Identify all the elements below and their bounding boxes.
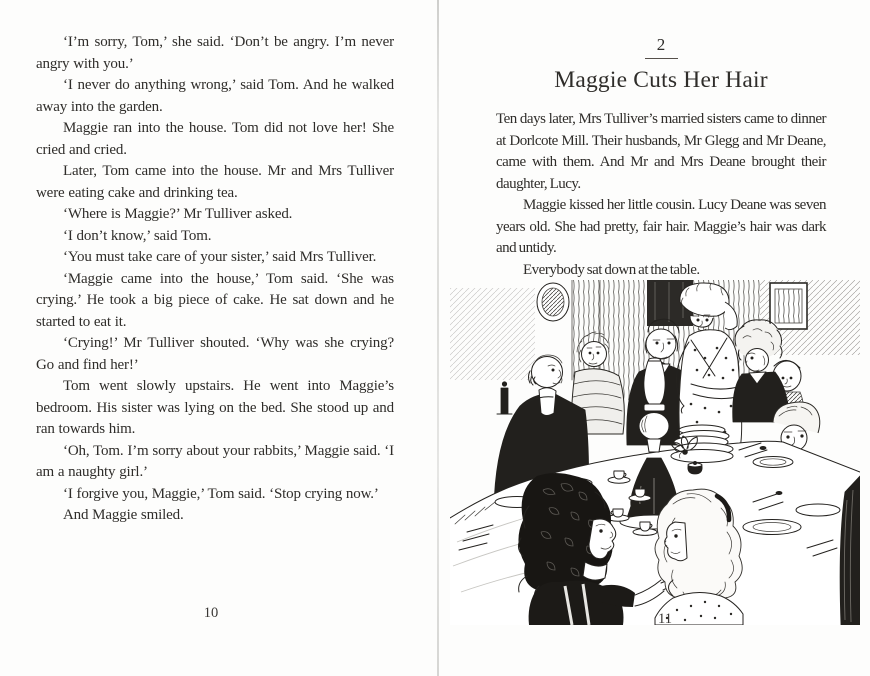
candlestick [497, 382, 512, 414]
page-number-left: 10 [203, 605, 219, 621]
paragraph: Later, Tom came into the house. Mr and Mrs Tulliver were eating cake and drinking tea. [36, 163, 394, 201]
paragraph: ‘Oh, Tom. I’m sorry about your rabbits,’ Maggie said. ‘I am a naughty girl.’ [36, 442, 394, 480]
paragraph: Maggie kissed her little cousin. Lucy Deane was seven years old. She had pretty, fair hair. Maggie’s hair was dark and untidy. [496, 197, 826, 256]
paragraph: ‘I don’t know,’ said Tom. [63, 227, 212, 244]
lucy-figure [655, 489, 743, 625]
chapter-title: Maggie Cuts Her Hair [554, 67, 768, 93]
sugar-bowl [688, 461, 702, 474]
right-page-text [496, 109, 826, 281]
paragraph: Everybody sat down at the table. [523, 261, 700, 278]
page-number-right: 11 [658, 611, 672, 627]
paragraph: ‘Where is Maggie?’ Mr Tulliver asked. [63, 206, 293, 222]
oval-mirror [537, 283, 569, 321]
paragraph: ‘Maggie came into the house,’ Tom said. ‘She was crying.’ He took a big piece of cake. He sat down and he started to eat it. [36, 270, 394, 330]
plate-stack [671, 425, 733, 463]
picture-frame [770, 283, 807, 329]
paragraph: And Maggie smiled. [63, 507, 184, 523]
paragraph: Maggie ran into the house. Tom did not love her! She cried and cried. [36, 120, 394, 158]
paragraph: ‘Crying!’ Mr Tulliver shouted. ‘Why was she crying? Go and find her!’ [36, 335, 394, 373]
paragraph: ‘I forgive you, Maggie,’ Tom said. ‘Stop crying now.’ [63, 485, 379, 502]
chapter-rule [645, 58, 678, 59]
paragraph: Ten days later, Mrs Tulliver’s married sisters came to dinner at Dorlcote Mill. Their husbands, Mr Glegg and Mr Deane, came with them. And Mr and Mrs Deane brought their daughter, Lucy. [496, 111, 826, 192]
paragraph: Tom went slowly upstairs. He went into Maggie’s bedroom. His sister was lying on the bed. She stood up and ran towards him. [36, 378, 394, 437]
dinner-illustration [450, 280, 860, 625]
chapter-number: 2 [656, 35, 666, 54]
page-gutter-line [437, 0, 439, 676]
paragraph: ‘You must take care of your sister,’ said Mrs Tulliver. [63, 249, 377, 265]
left-page-text [36, 32, 394, 527]
paragraph: ‘I never do anything wrong,’ said Tom. And he walked away into the garden. [36, 77, 394, 115]
paragraph: ‘I’m sorry, Tom,’ she said. ‘Don’t be angry. I’m never angry with you.’ [36, 34, 394, 72]
chapter-heading [496, 34, 826, 94]
